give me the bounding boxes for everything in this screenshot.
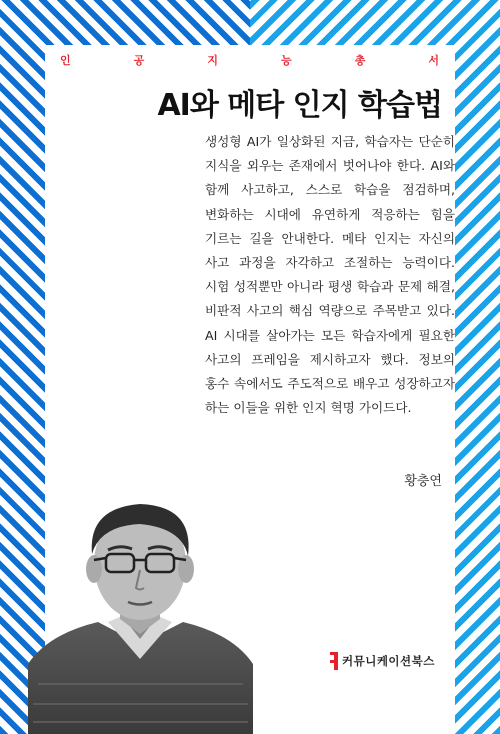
book-title: AI와 메타 인지 학습법 (157, 88, 442, 123)
series-char: 지 (207, 54, 219, 67)
series-char: 능 (281, 54, 293, 67)
series-char: 서 (428, 54, 440, 67)
series-char: 인 (60, 54, 72, 67)
series-char: 총 (354, 54, 367, 67)
publisher-name: 커뮤니케이션북스 (342, 654, 435, 668)
author-name: 황충연 (404, 474, 442, 489)
author-photo (28, 494, 253, 734)
series-char: 공 (133, 54, 146, 67)
publisher-logo (330, 652, 435, 670)
book-description: 생성형 AI가 일상화된 지금, 학습자는 단순히 지식을 외우는 존재에서 벗어나야 한다. AI와 함께 사고하고, 스스로 학습을 점검하며, 변화하는 시대에 유연하게 적응하는 힘을 기르는 길을 안내한다. 메타 인지는 자신의 사고 과정을 자각하고 조절하는 능력이다. 시험 성적뿐만 아니라 평생 학습과 문제 해결, 비판적 사고의 핵심 역량으로 주목받고 있다. AI 시대를 살아가는 모든 학습자에게 필요한 사고의 프레임을 제시하고자 했다. 정보의 홍수 속에서도 주도적으로 배우고 성장하고자 하는 이들을 위한 인지 혁명 가이드다. (205, 134, 455, 416)
publisher-mark-icon (330, 652, 338, 670)
series-label (48, 52, 452, 68)
